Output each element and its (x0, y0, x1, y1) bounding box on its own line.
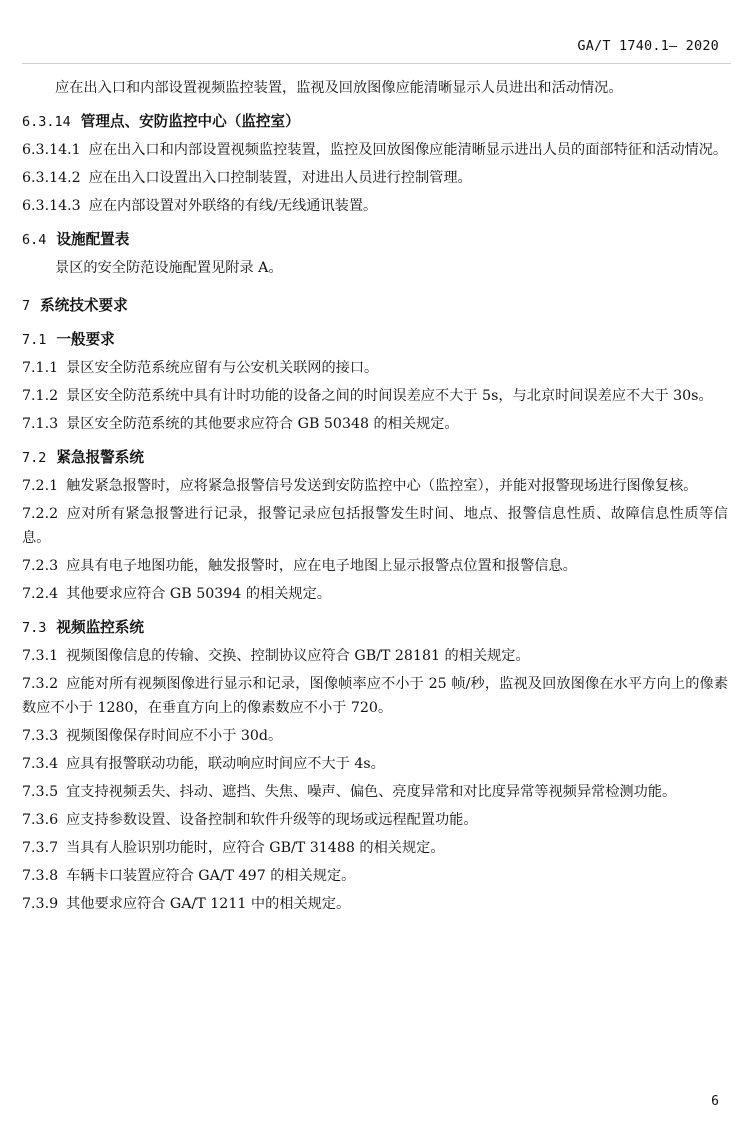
section-heading (22, 616, 728, 640)
clause-paragraph (22, 892, 728, 916)
clause-number: 6.3.14.3 (22, 198, 81, 214)
heading-text: 管理点、安防监控中心（监控室） (80, 113, 300, 130)
clause-number: 6.3.14.2 (22, 170, 81, 186)
clause-paragraph (22, 412, 728, 436)
clause-text: 景区安全防范系统中具有计时功能的设备之间的时间误差应不大于 5s，与北京时间误差应不大于 30s。 (66, 388, 713, 404)
section-heading (22, 328, 728, 352)
clause-paragraph (22, 356, 728, 380)
clause-paragraph (22, 836, 728, 860)
clause-text: 应能对所有视频图像进行显示和记录，图像帧率应不小于 25 帧/秒，监视及回放图像在水平方向上的像素数应不小于 1280，在垂直方向上的像素数应不小于 720。 (22, 676, 728, 716)
clause-text: 其他要求应符合 GA/T 1211 中的相关规定。 (66, 896, 351, 912)
clause-paragraph (22, 256, 728, 280)
clause-number: 7.1.1 (22, 360, 59, 376)
heading-text: 一般要求 (56, 331, 115, 348)
clause-number: 7.2.4 (22, 586, 59, 602)
page-number: 6 (711, 1094, 719, 1109)
heading-text: 设施配置表 (56, 231, 130, 248)
clause-text: 应在内部设置对外联络的有线/无线通讯装置。 (88, 198, 378, 214)
clause-paragraph (22, 582, 728, 606)
clause-paragraph (22, 780, 728, 804)
clause-text: 应支持参数设置、设备控制和软件升级等的现场或远程配置功能。 (66, 812, 478, 828)
clause-paragraph (22, 76, 728, 100)
clause-number: 7.3.4 (22, 756, 59, 772)
clause-paragraph (22, 752, 728, 776)
clause-text: 应具有报警联动功能，联动响应时间应不大于 4s。 (66, 756, 385, 772)
clause-number: 7.3.3 (22, 728, 59, 744)
clause-text: 应具有电子地图功能，触发报警时，应在电子地图上显示报警点位置和报警信息。 (66, 558, 577, 574)
clause-number: 7.3.8 (22, 868, 59, 884)
clause-number: 6.3.14.1 (22, 142, 81, 158)
section-heading (22, 294, 728, 318)
clause-text: 景区的安全防范设施配置见附录 A。 (55, 260, 283, 276)
section-heading (22, 110, 728, 134)
clause-text: 宜支持视频丢失、抖动、遮挡、失焦、噪声、偏色、亮度异常和对比度异常等视频异常检测功能。 (66, 784, 677, 800)
clause-text: 应在出入口和内部设置视频监控装置，监视及回放图像应能清晰显示人员进出和活动情况。 (55, 80, 623, 96)
document-body (22, 76, 728, 916)
clause-number: 7 (22, 298, 31, 314)
clause-text: 视频图像保存时间应不小于 30d。 (66, 728, 283, 744)
clause-text: 应在出入口和内部设置视频监控装置，监控及回放图像应能清晰显示进出人员的面部特征和活动情况。 (88, 142, 728, 158)
heading-text: 紧急报警系统 (56, 449, 144, 466)
clause-number: 7.3.9 (22, 896, 59, 912)
section-heading (22, 446, 728, 470)
clause-number: 7.2.1 (22, 478, 59, 494)
clause-number: 7.3 (22, 620, 47, 636)
clause-paragraph (22, 138, 728, 162)
clause-text: 景区安全防范系统应留有与公安机关联网的接口。 (66, 360, 379, 376)
clause-paragraph (22, 166, 728, 190)
clause-number: 7.1 (22, 332, 47, 348)
clause-number: 7.2.3 (22, 558, 59, 574)
clause-number: 7.3.6 (22, 812, 59, 828)
clause-text: 其他要求应符合 GB 50394 的相关规定。 (66, 586, 331, 602)
clause-paragraph (22, 724, 728, 748)
header-divider (22, 63, 731, 64)
clause-number: 7.3.2 (22, 676, 59, 692)
clause-number: 7.1.2 (22, 388, 59, 404)
clause-text: 当具有人脸识别功能时，应符合 GB/T 31488 的相关规定。 (66, 840, 445, 856)
clause-paragraph (22, 474, 728, 498)
clause-text: 应在出入口设置出入口控制装置，对进出人员进行控制管理。 (88, 170, 472, 186)
clause-number: 7.3.5 (22, 784, 59, 800)
clause-paragraph (22, 554, 728, 578)
clause-paragraph (22, 808, 728, 832)
clause-number: 7.3.1 (22, 648, 59, 664)
clause-number: 7.2 (22, 450, 47, 466)
clause-paragraph (22, 384, 728, 408)
clause-paragraph (22, 194, 728, 218)
clause-text: 车辆卡口装置应符合 GA/T 497 的相关规定。 (66, 868, 356, 884)
clause-paragraph (22, 864, 728, 888)
clause-number: 6.4 (22, 232, 47, 248)
clause-text: 触发紧急报警时，应将紧急报警信号发送到安防监控中心（监控室），并能对报警现场进行图像复核。 (66, 478, 698, 494)
clause-text: 视频图像信息的传输、交换、控制协议应符合 GB/T 28181 的相关规定。 (66, 648, 530, 664)
clause-paragraph (22, 502, 728, 550)
clause-number: 7.3.7 (22, 840, 59, 856)
clause-paragraph (22, 672, 728, 720)
clause-paragraph (22, 644, 728, 668)
clause-text: 景区安全防范系统的其他要求应符合 GB 50348 的相关规定。 (66, 416, 459, 432)
heading-text: 系统技术要求 (40, 297, 128, 314)
standard-code: GA/T 1740.1— 2020 (577, 38, 719, 54)
section-heading (22, 228, 728, 252)
clause-number: 7.2.2 (22, 506, 59, 522)
clause-text: 应对所有紧急报警进行记录，报警记录应包括报警发生时间、地点、报警信息性质、故障信息性质等信息。 (22, 506, 728, 546)
clause-number: 7.1.3 (22, 416, 59, 432)
clause-number: 6.3.14 (22, 114, 71, 130)
heading-text: 视频监控系统 (56, 619, 144, 636)
